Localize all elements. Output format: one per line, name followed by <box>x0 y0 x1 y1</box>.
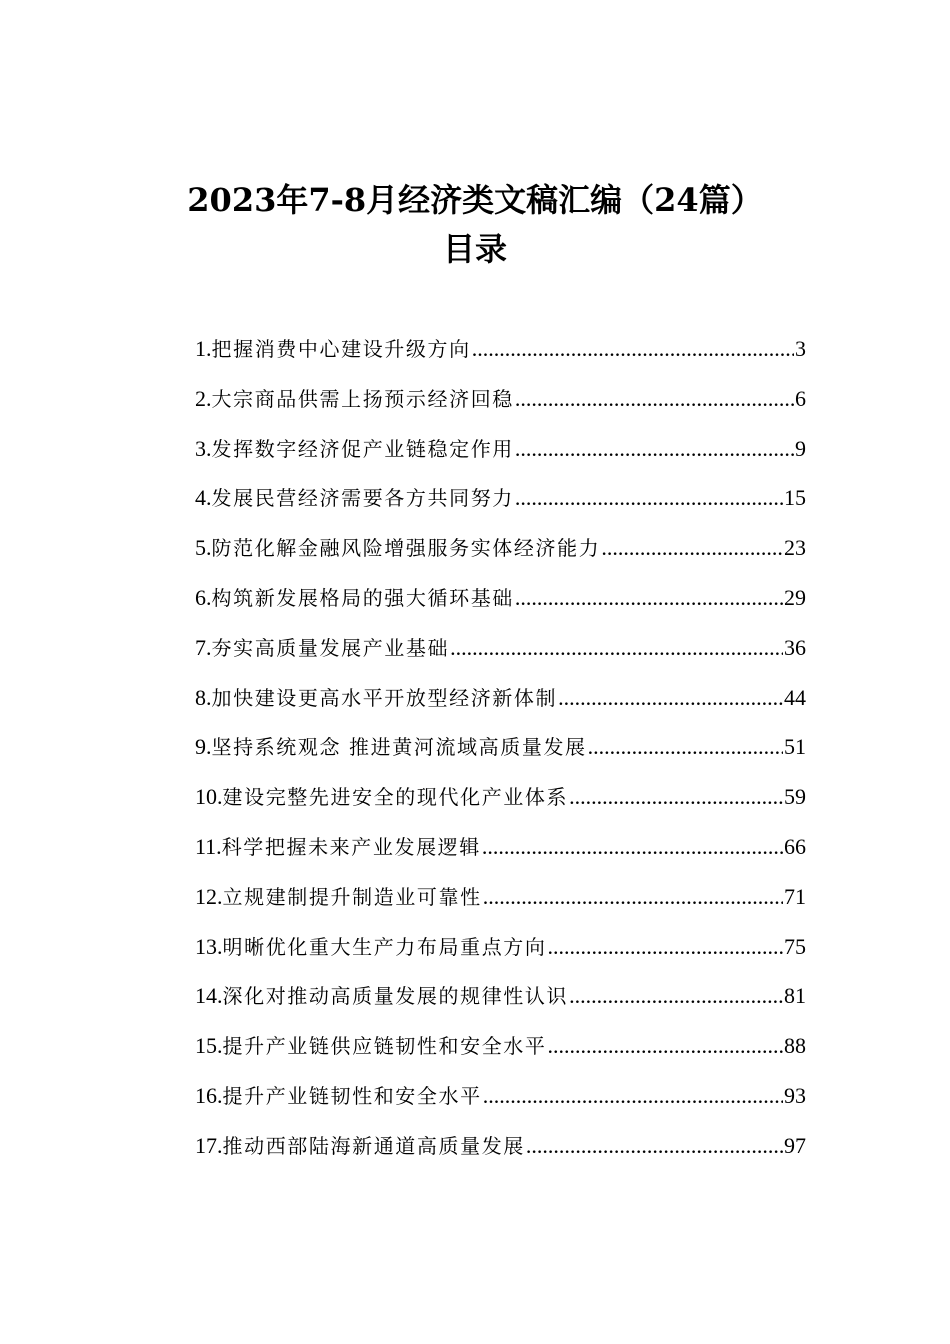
toc-entry-title[interactable]: 推动西部陆海新通道高质量发展 <box>222 1133 525 1158</box>
toc-entry-number: 4. <box>195 485 212 511</box>
toc-entry-title[interactable]: 明晰优化重大生产力布局重点方向 <box>222 934 547 959</box>
toc-entry-number: 1. <box>195 336 212 361</box>
toc-entry[interactable] <box>195 480 806 530</box>
toc-entry-title[interactable]: 把握消费中心建设升级方向 <box>211 337 471 361</box>
toc-entry-number: 12. <box>195 883 223 909</box>
toc-entry[interactable] <box>195 530 806 580</box>
toc-entry[interactable] <box>195 729 806 779</box>
toc-entry-page-number[interactable]: 75 <box>784 933 806 959</box>
toc-entry-number: 7. <box>195 634 212 660</box>
toc-dot-leader <box>515 431 794 467</box>
toc-entry-number: 11. <box>195 833 222 859</box>
toc-entry-page-number[interactable]: 66 <box>784 833 806 859</box>
toc-dot-leader <box>601 530 783 566</box>
toc-entry-title[interactable]: 发挥数字经济促产业链稳定作用 <box>211 436 514 461</box>
toc-entry-page-number[interactable]: 51 <box>784 734 806 760</box>
toc-entry-number: 8. <box>195 684 212 710</box>
toc-dot-leader <box>450 630 783 666</box>
toc-dot-leader <box>569 779 783 815</box>
toc-entry[interactable] <box>195 829 806 879</box>
toc-entry-page-number[interactable]: 93 <box>784 1082 806 1108</box>
toc-entry[interactable] <box>195 630 806 680</box>
toc-entry-page-number[interactable]: 36 <box>784 634 806 660</box>
toc-entry-number: 2. <box>195 385 212 411</box>
table-of-contents <box>195 331 806 1178</box>
toc-entry-page-number[interactable]: 71 <box>784 883 806 909</box>
toc-entry-page-number[interactable]: 6 <box>795 385 806 411</box>
toc-entry-title[interactable]: 提升产业链供应链韧性和安全水平 <box>222 1034 547 1059</box>
toc-entry-page-number[interactable]: 23 <box>784 535 806 561</box>
toc-entry-number: 15. <box>195 1033 223 1059</box>
toc-dot-leader <box>526 1128 783 1164</box>
toc-entry-number: 10. <box>195 784 223 810</box>
toc-entry-page-number[interactable]: 81 <box>784 983 806 1009</box>
toc-entry-title[interactable]: 防范化解金融风险增强服务实体经济能力 <box>211 536 601 561</box>
toc-entry-title[interactable]: 夯实高质量发展产业基础 <box>211 635 450 660</box>
toc-entry[interactable] <box>195 331 806 381</box>
toc-entry[interactable] <box>195 580 806 630</box>
toc-dot-leader <box>515 381 794 417</box>
toc-dot-leader <box>548 929 784 965</box>
toc-entry[interactable] <box>195 431 806 481</box>
toc-entry-title[interactable]: 建设完整先进安全的现代化产业体系 <box>222 785 569 810</box>
toc-entry-title[interactable]: 科学把握未来产业发展逻辑 <box>221 834 481 859</box>
toc-entry-number: 13. <box>195 933 223 959</box>
toc-dot-leader <box>515 580 783 616</box>
toc-entry-title[interactable]: 深化对推动高质量发展的规律性认识 <box>222 984 569 1009</box>
document-title: 2023年7-8月经济类文稿汇编（24篇） <box>187 181 763 219</box>
toc-dot-leader <box>472 331 794 367</box>
toc-dot-leader <box>483 879 783 915</box>
toc-entry[interactable] <box>195 978 806 1028</box>
toc-entry[interactable] <box>195 879 806 929</box>
toc-entry-number: 16. <box>195 1082 223 1108</box>
toc-dot-leader <box>483 1078 783 1114</box>
toc-entry[interactable] <box>195 1078 806 1128</box>
toc-entry-title[interactable]: 立规建制提升制造业可靠性 <box>222 884 482 909</box>
toc-dot-leader <box>515 480 783 516</box>
toc-entry[interactable] <box>195 779 806 829</box>
toc-entry-page-number[interactable]: 88 <box>784 1033 806 1059</box>
toc-entry-number: 17. <box>195 1132 223 1158</box>
toc-entry-number: 5. <box>195 535 212 561</box>
toc-dot-leader <box>588 729 783 765</box>
toc-entry-title[interactable]: 发展民营经济需要各方共同努力 <box>211 486 514 511</box>
toc-entry-page-number[interactable]: 15 <box>784 485 806 511</box>
toc-entry[interactable] <box>195 1128 806 1178</box>
toc-dot-leader <box>558 680 783 716</box>
toc-entry[interactable] <box>195 929 806 979</box>
toc-dot-leader <box>569 978 783 1014</box>
toc-entry-page-number[interactable]: 97 <box>784 1132 806 1158</box>
toc-dot-leader <box>548 1028 784 1064</box>
toc-entry-title[interactable]: 构筑新发展格局的强大循环基础 <box>211 585 514 610</box>
toc-entry-title[interactable]: 提升产业链韧性和安全水平 <box>222 1083 482 1108</box>
toc-entry[interactable] <box>195 381 806 431</box>
toc-entry-number: 3. <box>195 435 212 461</box>
toc-entry-title[interactable]: 大宗商品供需上扬预示经济回稳 <box>211 386 514 411</box>
toc-entry-page-number[interactable]: 3 <box>795 336 806 361</box>
toc-entry[interactable] <box>195 1028 806 1078</box>
toc-entry-number: 9. <box>195 734 212 760</box>
toc-entry[interactable] <box>195 680 806 730</box>
toc-dot-leader <box>482 829 783 865</box>
toc-entry-page-number[interactable]: 29 <box>784 584 806 610</box>
toc-entry-number: 14. <box>195 983 223 1009</box>
toc-entry-page-number[interactable]: 44 <box>784 684 806 710</box>
toc-entry-title[interactable]: 加快建设更高水平开放型经济新体制 <box>211 685 558 710</box>
document-subtitle: 目录 <box>442 230 507 268</box>
toc-entry-title[interactable]: 坚持系统观念 推进黄河流域高质量发展 <box>211 735 587 760</box>
toc-entry-page-number[interactable]: 9 <box>795 435 806 461</box>
toc-entry-page-number[interactable]: 59 <box>784 784 806 810</box>
toc-entry-number: 6. <box>195 584 212 610</box>
